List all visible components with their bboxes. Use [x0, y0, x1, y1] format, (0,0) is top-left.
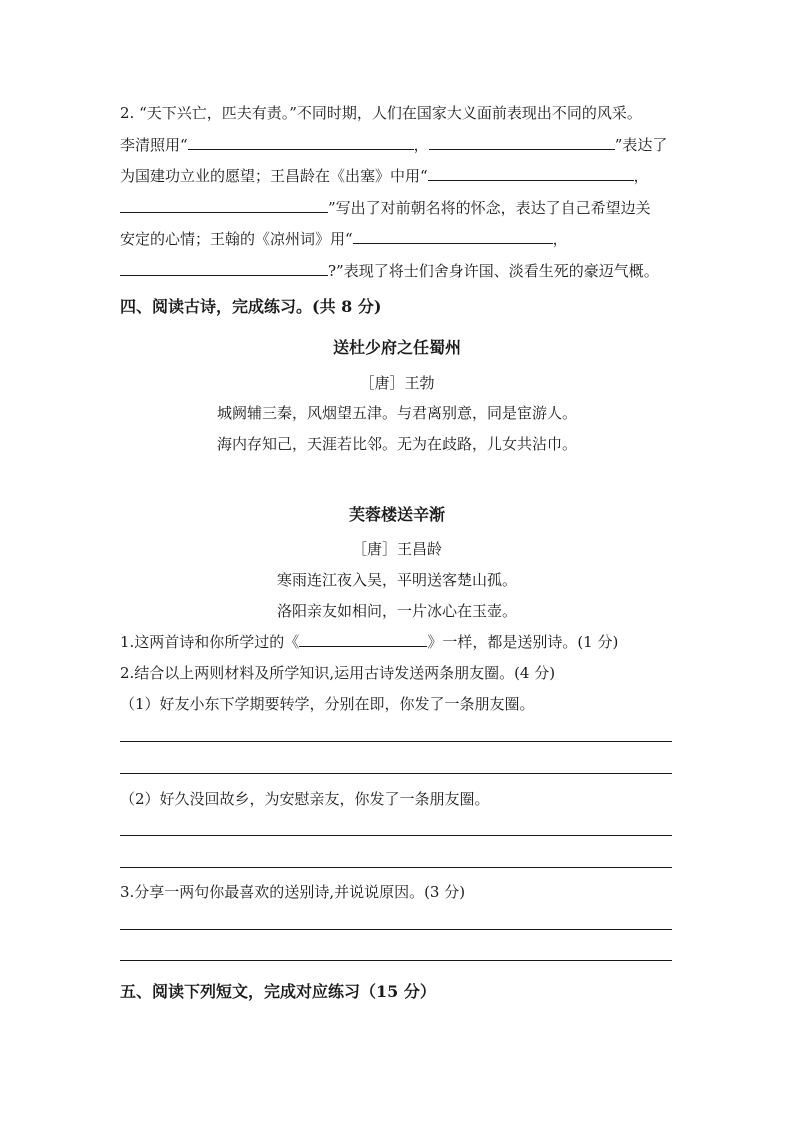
s4-q2-2: （2）好久没回故乡，为安慰亲友，你发了一条朋友圈。	[120, 790, 490, 808]
q2-line-2	[120, 135, 667, 155]
q2-text: ”表达了	[614, 136, 668, 154]
answer-line[interactable]	[120, 773, 672, 774]
s4-q3: 3.分享一两句你最喜欢的送别诗,并说说原因。(3 分)	[120, 883, 466, 901]
q2-line-6	[120, 261, 659, 281]
poem-1-title: 送杜少府之任蜀州	[332, 338, 461, 357]
answer-line[interactable]	[120, 929, 672, 930]
answer-blank[interactable]	[299, 632, 427, 647]
answer-blank[interactable]	[429, 135, 615, 150]
answer-blank[interactable]	[353, 229, 553, 244]
q2-intro-text: 2. “天下兴亡，匹夫有责。”不同时期，人们在国家大义面前表现出不同的风采。	[120, 104, 642, 122]
s4-q1-text: 1.这两首诗和你所学过的《	[120, 633, 300, 651]
poem-2-line-1: 寒雨连江夜入吴，平明送客楚山孤。	[276, 571, 517, 589]
q2-line-4	[120, 198, 651, 218]
answer-blank[interactable]	[428, 166, 634, 181]
poem-1-line-1: 城阙辅三秦，风烟望五津。与君离别意，同是宦游人。	[216, 404, 577, 422]
q2-text: ，	[552, 230, 568, 248]
q2-text: 为国建功立业的愿望；王昌龄在《出塞》中用“	[120, 167, 428, 185]
q2-text: 李清照用“	[120, 136, 188, 154]
q2-text: 安定的心情；王翰的《凉州词》用“	[120, 230, 353, 248]
s4-q2-1: （1）好友小东下学期要转学，分别在即，你发了一条朋友圈。	[120, 695, 535, 713]
answer-blank[interactable]	[120, 198, 328, 213]
s4-q1	[120, 632, 618, 652]
poem-2-author: ［唐］王昌龄	[351, 540, 442, 558]
answer-line[interactable]	[120, 741, 672, 742]
q2-line-5	[120, 229, 568, 249]
answer-line[interactable]	[120, 960, 672, 961]
poem-2-title: 芙蓉楼送辛渐	[348, 505, 445, 524]
section-4-heading: 四、阅读古诗，完成练习。(共 8 分)	[120, 297, 382, 316]
answer-line[interactable]	[120, 835, 672, 836]
poem-1-author: ［唐］王勃	[359, 374, 435, 392]
s4-q1-text: 》一样，都是送别诗。(1 分)	[427, 633, 619, 651]
section-5-heading: 五、阅读下列短文，完成对应练习（15 分）	[120, 982, 436, 1001]
q2-line-1	[120, 103, 642, 123]
poem-1-line-2: 海内存知己，天涯若比邻。无为在歧路，儿女共沾巾。	[216, 435, 577, 453]
answer-blank[interactable]	[188, 135, 414, 150]
s4-q2: 2.结合以上两则材料及所学知识,运用古诗发送两条朋友圈。(4 分)	[120, 664, 556, 682]
answer-line[interactable]	[120, 867, 672, 868]
q2-text: ”写出了对前朝名将的怀念，表达了自己希望边关	[328, 199, 651, 217]
q2-line-3	[120, 166, 649, 186]
q2-text: ，	[633, 167, 649, 185]
answer-blank[interactable]	[120, 261, 328, 276]
q2-text: ?”表现了将士们舍身许国、淡看生死的豪迈气概。	[328, 262, 659, 280]
q2-text: ，	[413, 136, 429, 154]
poem-2-line-2: 洛阳亲友如相问，一片冰心在玉壶。	[276, 602, 517, 620]
